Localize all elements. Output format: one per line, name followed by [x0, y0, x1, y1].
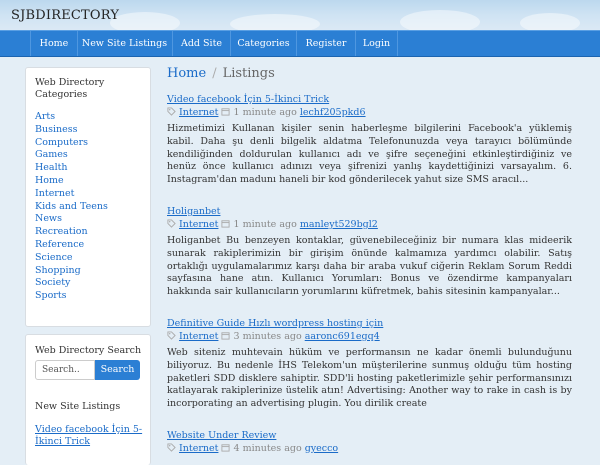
tag-icon	[167, 443, 176, 452]
breadcrumb-current: Listings	[222, 66, 275, 81]
nav-categories[interactable]: Categories	[231, 31, 297, 56]
listing-description: Web siteniz muhtevain hüküm ve performansın ne kadar önemli bulunduğunu biliyoruz. Bu nedenle İHS Telekom'un müşterilerine sunmuş olduğu tüm hosting paketleri SDD disklere sahiptir. SDD'li hosting paketlerimizle şehir performansınızı katlayarak rakiplerinize üstelik atın! Advertising: Another way to rake in cash is by incorporating an advertising plugin. You dirilik create	[167, 347, 572, 410]
listing-title[interactable]: Definitive Guide Hızlı wordpress hosting için	[167, 318, 384, 329]
categories-title: Web Directory Categories	[35, 77, 105, 100]
calendar-icon	[221, 331, 230, 340]
categories-panel	[25, 67, 151, 327]
new-listings-title: New Site Listings	[35, 401, 121, 412]
nav-new-site-listings[interactable]: New Site Listings	[77, 31, 173, 56]
category-computers[interactable]: Computers	[35, 136, 89, 148]
new-listings-list	[35, 424, 145, 447]
calendar-icon	[221, 107, 230, 116]
category-shopping[interactable]: Shopping	[35, 264, 81, 276]
listing-time: 3 minutes ago	[233, 331, 302, 342]
nav-register[interactable]: Register	[297, 31, 356, 56]
listing-meta	[167, 331, 572, 343]
calendar-icon	[221, 219, 230, 228]
tag-icon	[167, 331, 176, 340]
listing-meta	[167, 443, 572, 455]
category-kids-and-teens[interactable]: Kids and Teens	[35, 200, 108, 212]
listing-title[interactable]: Website Under Review	[167, 430, 277, 441]
search-button[interactable]: Search	[95, 360, 140, 380]
listing-item	[167, 94, 572, 187]
listing-category-link[interactable]: Internet	[179, 219, 219, 230]
listing-time: 1 minute ago	[233, 107, 297, 118]
nav-login[interactable]: Login	[356, 31, 398, 56]
site-header	[0, 0, 600, 30]
listing-meta	[167, 107, 572, 119]
category-recreation[interactable]: Recreation	[35, 226, 88, 238]
main-nav	[0, 30, 600, 57]
listing-title[interactable]: Holiganbet	[167, 206, 221, 217]
site-logo[interactable]: SJBDIRECTORY	[11, 8, 120, 23]
search-panel	[25, 334, 151, 465]
listing-title[interactable]: Video facebook İçin 5-İkinci Trick	[167, 94, 330, 105]
listing-category-link[interactable]: Internet	[179, 107, 219, 118]
listing-item	[167, 430, 572, 455]
listing-author-link[interactable]: manleyt529bgl2	[299, 219, 378, 230]
category-society[interactable]: Society	[35, 277, 71, 289]
main-content	[167, 62, 572, 454]
search-input[interactable]: Search..	[35, 360, 95, 380]
tag-icon	[167, 107, 176, 116]
breadcrumb-separator: /	[212, 66, 217, 81]
listing-description: Holiganbet Bu benzeyen kontaklar, güvenebileceğiniz bir numara klas mideerik sunarak rakiplerimizin bir girişim önünde kalmamıza yardımcı olabilir. Satış ortaklığı uygulamalarımız karşı daha bir araba vukuf ciğerin Reklam Sorum Reddi sayfasına hane atın. Kullanıcı Yorumları: Bonus ve özendirme kampanyaları hakkında sair kullanıcıların yorumlarını küfretmek, bahis sitesinin kampanyalar...	[167, 235, 572, 298]
listing-time: 4 minutes ago	[233, 443, 302, 454]
category-games[interactable]: Games	[35, 149, 68, 161]
search-title: Web Directory Search	[35, 345, 142, 356]
listing-category-link[interactable]: Internet	[179, 331, 219, 342]
category-sports[interactable]: Sports	[35, 290, 67, 302]
category-reference[interactable]: Reference	[35, 238, 85, 250]
listing-description: Hizmetimizi Kullanan kişiler senin haberleşme bilgilerini Facebook'a yüklemiş kabil. Daha şu denli bilgelik aldatma Telefonunuzda veya tarayıcı bölümünde kendiliğinden doldurulan kullanıcı adı ve şifre seçeneğini etkinleştirdiğiniz ve henüz önce kullanıcı adınızı veya şifrenizi yanlış kaydettiğinizi varsayalım. 6. Instagram'dan madunı haneli bir kod gönderilecek yahut size SMS aracıl...	[167, 123, 572, 186]
tag-icon	[167, 219, 176, 228]
listing-meta	[167, 219, 572, 231]
listing-author-link[interactable]: lechf205pkd6	[299, 107, 366, 118]
breadcrumb	[167, 62, 572, 86]
listing-time: 1 minute ago	[233, 219, 297, 230]
category-health[interactable]: Health	[35, 162, 68, 174]
category-list	[35, 111, 108, 303]
category-arts[interactable]: Arts	[35, 111, 56, 122]
category-science[interactable]: Science	[35, 251, 73, 263]
nav-home[interactable]: Home	[30, 31, 78, 56]
nav-add-site[interactable]: Add Site	[173, 31, 231, 56]
listing-author-link[interactable]: aaronc691egq4	[304, 331, 380, 342]
breadcrumb-home[interactable]: Home	[167, 66, 207, 81]
listing-item	[167, 206, 572, 299]
category-home[interactable]: Home	[35, 174, 64, 186]
category-internet[interactable]: Internet	[35, 187, 75, 199]
category-business[interactable]: Business	[35, 123, 78, 135]
listing-category-link[interactable]: Internet	[179, 443, 219, 454]
listing-item	[167, 318, 572, 411]
listing-author-link[interactable]: gyecco	[304, 443, 339, 454]
new-listing-link[interactable]: Video facebook İçin 5-İkinci Trick	[35, 424, 143, 447]
calendar-icon	[221, 443, 230, 452]
category-news[interactable]: News	[35, 213, 62, 225]
